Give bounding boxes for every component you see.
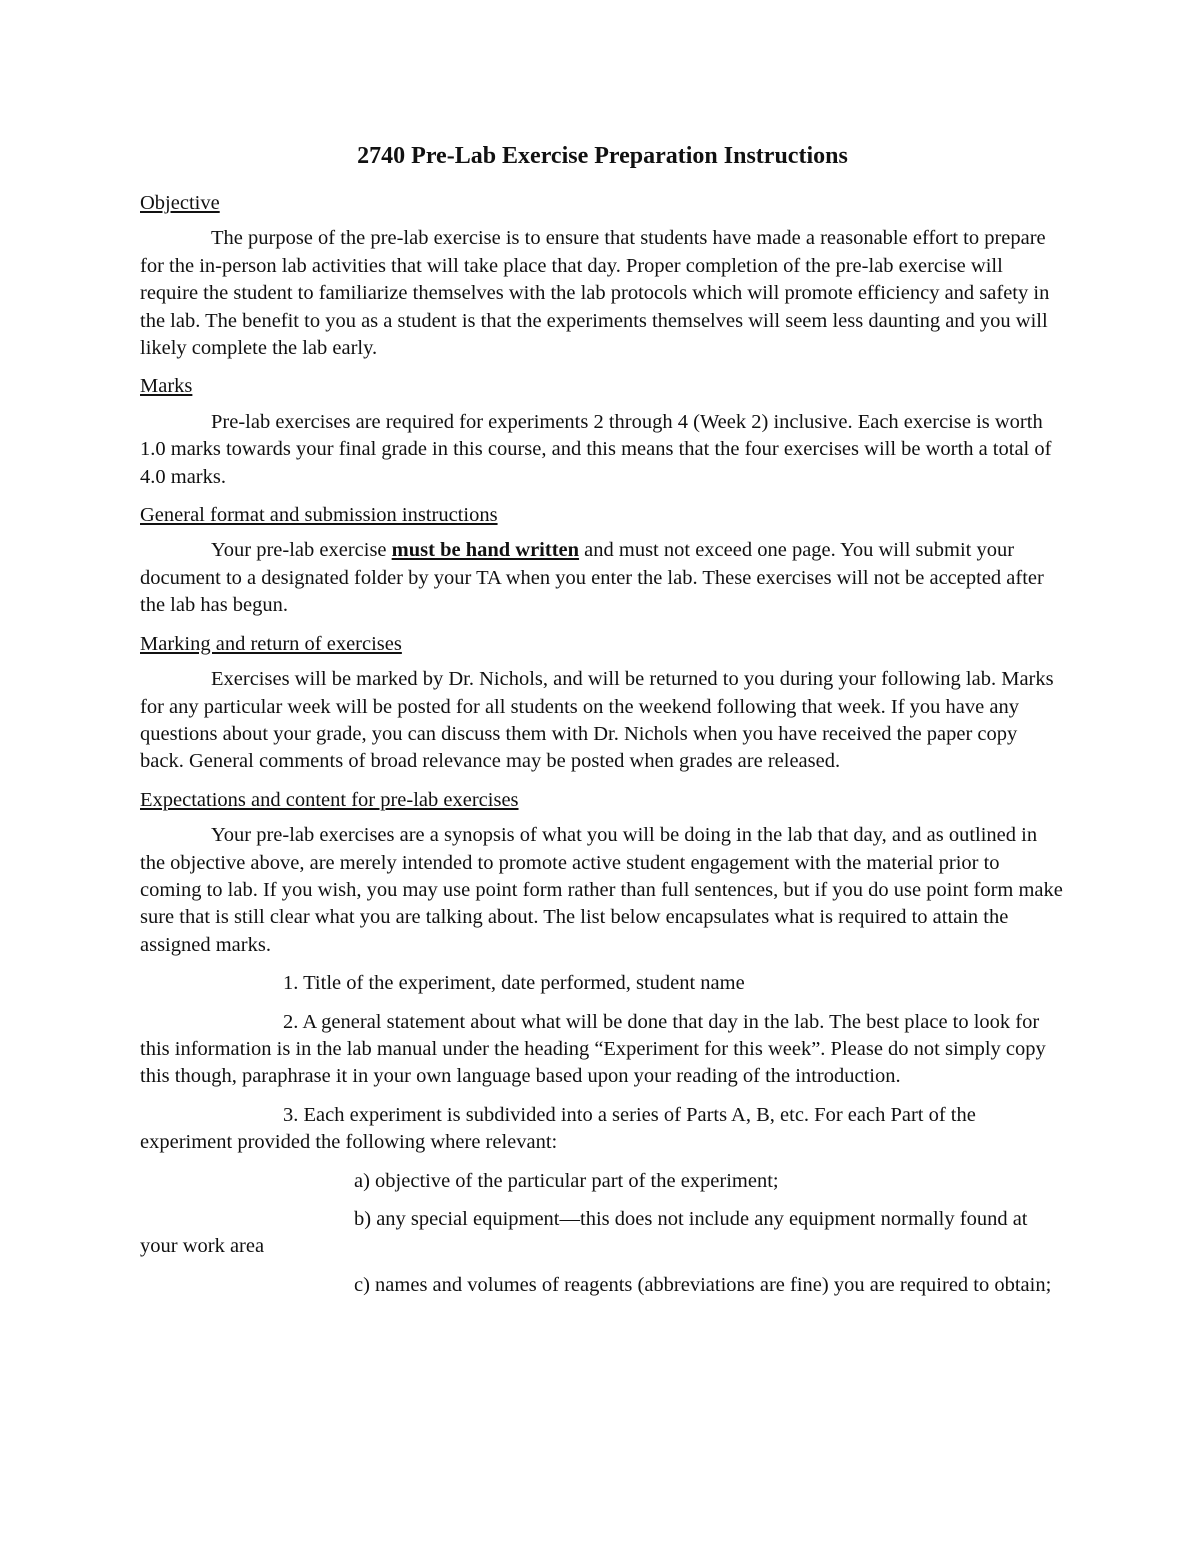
expectations-heading: Expectations and content for pre-lab exercises	[140, 788, 519, 811]
list-item-parts: 3. Each experiment is subdivided into a series of Parts A, B, etc. For each Part of the experiment provided the following where relevant:	[140, 1103, 976, 1154]
marking-paragraph: Exercises will be marked by Dr. Nichols, and will be returned to you during your following lab. Marks for any particular week will be posted for all students on the weekend following that week. If you have any questions about your grade, you can discuss them with Dr. Nichols when you have received the paper copy back. General comments of broad relevance may be posted when grades are released.	[140, 668, 1054, 773]
format-heading: General format and submission instructions	[140, 504, 498, 527]
list-item-general-statement: 2. A general statement about what will be done that day in the lab. The best place to look for this information is in the lab manual under the heading “Experiment for this week”. Please do not simply copy this though, paraphrase it in your own language based upon your reading of the introduction.	[140, 1010, 1046, 1088]
format-paragraph-end: and must not exceed one page. You will submit your document to a designated folder by your TA when you enter the lab. These exercises will not be accepted after the lab has begun.	[140, 539, 1044, 617]
objective-paragraph: The purpose of the pre-lab exercise is to ensure that students have made a reasonable effort to prepare for the in-person lab activities that will take place that day. Proper completion of the pre-lab exercise will require the student to familiarize themselves with the lab protocols which will promote efficiency and safety in the lab. The benefit to you as a student is that the experiments themselves will seem less daunting and you will likely complete the lab early.	[140, 227, 1050, 360]
marks-paragraph: Pre-lab exercises are required for experiments 2 through 4 (Week 2) inclusive. Each exercise is worth 1.0 marks towards your final grade in this course, and this means that the four exercises will be worth a total of 4.0 marks.	[140, 410, 1052, 488]
list-item-title: 1. Title of the experiment, date performed, student name	[283, 972, 745, 995]
document-title: 2740 Pre-Lab Exercise Preparation Instructions	[357, 143, 848, 169]
marking-heading: Marking and return of exercises	[140, 632, 402, 655]
hand-written-emphasis: must be hand written	[391, 539, 580, 562]
marks-heading: Marks	[140, 375, 193, 398]
document-page	[140, 140, 1065, 1310]
sub-item-objective: a) objective of the particular part of the experiment;	[354, 1169, 779, 1192]
format-paragraph-start: Your pre-lab exercise	[211, 539, 392, 562]
objective-heading: Objective	[140, 192, 220, 214]
expectations-paragraph: Your pre-lab exercises are a synopsis of what you will be doing in the lab that day, and as outlined in the objective above, are merely intended to promote active student engagement with the material prior to coming to lab. If you wish, you may use point form rather than full sentences, but if you do use point form make sure that is still clear what you are talking about. The list below encapsulates what is required to attain the assigned marks.	[140, 824, 1063, 956]
format-paragraph	[140, 537, 1065, 619]
sub-item-reagents: c) names and volumes of reagents (abbreviations are fine) you are required to obtain;	[354, 1273, 1052, 1296]
sub-item-equipment: b) any special equipment—this does not include any equipment normally found at your work area	[140, 1208, 1028, 1258]
